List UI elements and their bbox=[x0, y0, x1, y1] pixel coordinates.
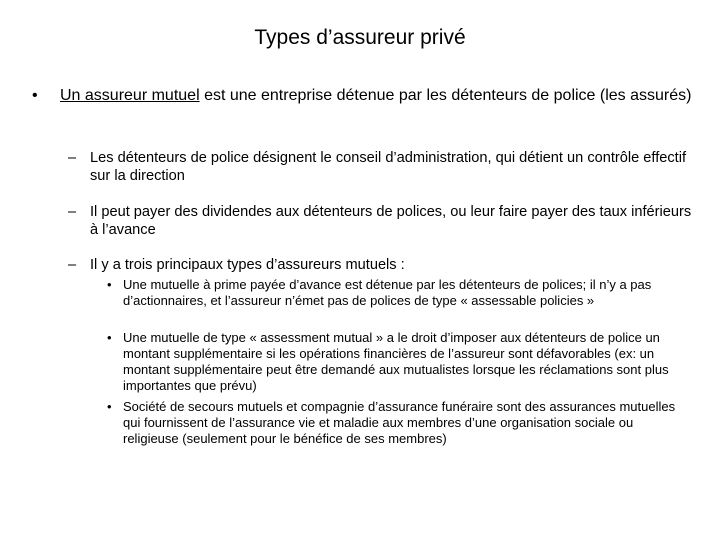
subbullet-text: Les détenteurs de police désignent le conseil d’administration, qui détient un contrôle effectif sur la direction bbox=[90, 150, 687, 184]
subbullet-text: Il peut payer des dividendes aux détenteurs de polices, ou leur faire payer des taux inférieurs à l’avance bbox=[90, 204, 692, 238]
dash-marker: – bbox=[68, 204, 77, 220]
dash-marker: – bbox=[68, 257, 77, 273]
type-assessment-mutual bbox=[107, 330, 691, 394]
dot-marker: • bbox=[107, 330, 112, 345]
bullet-mutual-insurer bbox=[32, 86, 700, 105]
dash-marker: – bbox=[68, 150, 77, 166]
mutual-insurer-definition: est une entreprise détenue par les détenteurs de police (les assurés) bbox=[199, 87, 692, 104]
subbullet-three-types bbox=[68, 256, 700, 274]
subbullet-board bbox=[68, 149, 700, 185]
bullet-marker: • bbox=[32, 87, 38, 104]
type-text: Une mutuelle à prime payée d’avance est détenue par les détenteurs de polices; il n’y a pas d’actionnaires, et l’assureur n’émet pas de polices de type « assessable policies » bbox=[123, 277, 652, 308]
dot-marker: • bbox=[107, 277, 112, 292]
slide-title: Types d’assureur privé bbox=[254, 26, 466, 49]
subbullet-dividends bbox=[68, 203, 700, 239]
type-fraternal-society bbox=[107, 399, 691, 447]
type-text: Société de secours mutuels et compagnie d’assurance funéraire sont des assurances mutuelles qui fournissent de l’assurance vie et maladie aux membres d’une organisation sociale ou religieuse (seulement pour le bénéfice de ses membres) bbox=[123, 399, 676, 446]
subbullet-text: Il y a trois principaux types d’assureurs mutuels : bbox=[90, 257, 405, 273]
type-text: Une mutuelle de type « assessment mutual » a le droit d’imposer aux détenteurs de police un montant supplémentaire si les opérations financières de l’assureur sont défavorables (ex: un montant supplémentaire peut être demandé aux mutualistes lorsque les réclamations sont plus importantes que prévu) bbox=[123, 330, 669, 393]
mutual-insurer-term: Un assureur mutuel bbox=[60, 87, 200, 104]
dot-marker: • bbox=[107, 399, 112, 414]
type-advance-premium bbox=[107, 277, 691, 309]
